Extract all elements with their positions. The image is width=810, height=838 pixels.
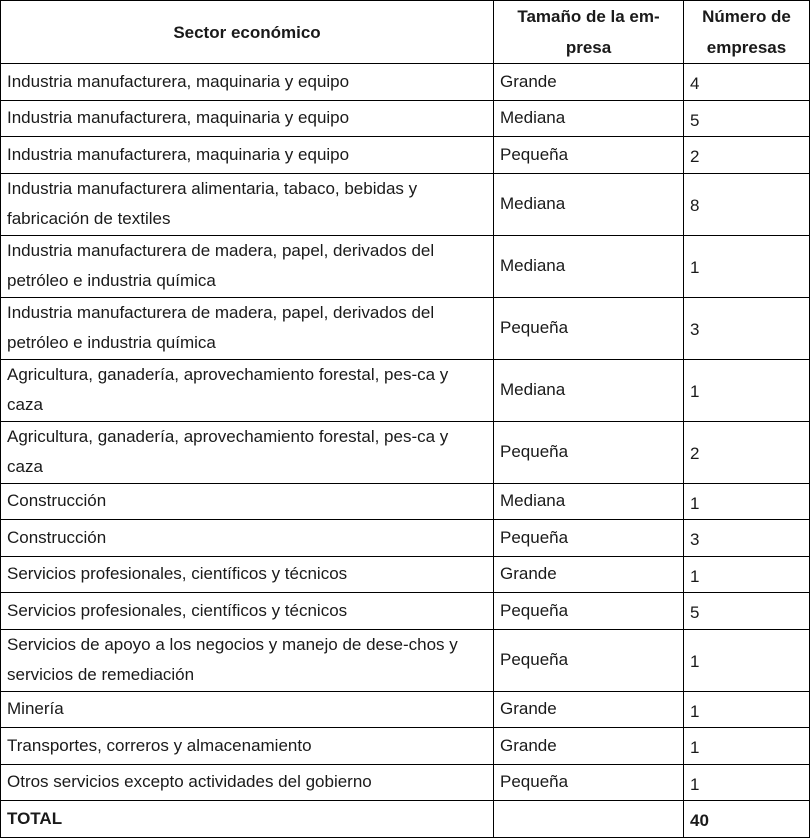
sector-cell: Servicios profesionales, científicos y técnicos <box>1 556 494 593</box>
sector-cell: Industria manufacturera alimentaria, tabaco, bebidas y fabricación de textiles <box>1 173 494 235</box>
table-row <box>1 691 810 728</box>
size-cell: Pequeña <box>494 629 684 691</box>
count-cell: 1 <box>684 359 810 421</box>
count-cell: 3 <box>684 520 810 557</box>
size-cell: Grande <box>494 728 684 765</box>
table-row <box>1 629 810 691</box>
table-row <box>1 137 810 174</box>
header-row <box>1 1 810 64</box>
table-row <box>1 728 810 765</box>
size-cell: Mediana <box>494 235 684 297</box>
size-cell: Pequeña <box>494 593 684 630</box>
sector-cell: Servicios de apoyo a los negocios y manejo de dese-chos y servicios de remediación <box>1 629 494 691</box>
sector-cell: Transportes, correros y almacenamiento <box>1 728 494 765</box>
size-cell: Grande <box>494 556 684 593</box>
sector-cell: Minería <box>1 691 494 728</box>
size-cell: Mediana <box>494 173 684 235</box>
count-cell: 1 <box>684 483 810 520</box>
total-empty-cell <box>494 801 684 838</box>
size-cell: Pequeña <box>494 764 684 801</box>
sector-cell: Industria manufacturera, maquinaria y equipo <box>1 137 494 174</box>
header-size: Tamaño de la em-presa <box>494 1 684 64</box>
count-cell: 5 <box>684 100 810 137</box>
count-cell: 2 <box>684 137 810 174</box>
table-row <box>1 593 810 630</box>
table-row <box>1 235 810 297</box>
count-cell: 8 <box>684 173 810 235</box>
count-cell: 5 <box>684 593 810 630</box>
count-cell: 2 <box>684 421 810 483</box>
table-row <box>1 520 810 557</box>
sector-cell: Agricultura, ganadería, aprovechamiento forestal, pes-ca y caza <box>1 359 494 421</box>
count-cell: 1 <box>684 728 810 765</box>
table-row <box>1 64 810 101</box>
count-cell: 1 <box>684 556 810 593</box>
sector-cell: Servicios profesionales, científicos y técnicos <box>1 593 494 630</box>
table-row <box>1 297 810 359</box>
total-label: TOTAL <box>1 801 494 838</box>
count-cell: 1 <box>684 764 810 801</box>
count-cell: 3 <box>684 297 810 359</box>
size-cell: Grande <box>494 64 684 101</box>
table-row <box>1 556 810 593</box>
size-cell: Pequeña <box>494 520 684 557</box>
size-cell: Mediana <box>494 100 684 137</box>
size-cell: Pequeña <box>494 421 684 483</box>
table-row <box>1 483 810 520</box>
total-count: 40 <box>684 801 810 838</box>
total-row <box>1 801 810 838</box>
table-row <box>1 173 810 235</box>
header-count: Número de empresas <box>684 1 810 64</box>
size-cell: Pequeña <box>494 137 684 174</box>
sector-cell: Industria manufacturera, maquinaria y equipo <box>1 100 494 137</box>
sector-cell: Otros servicios excepto actividades del gobierno <box>1 764 494 801</box>
sector-cell: Industria manufacturera de madera, papel, derivados del petróleo e industria química <box>1 297 494 359</box>
size-cell: Mediana <box>494 359 684 421</box>
size-cell: Grande <box>494 691 684 728</box>
size-cell: Pequeña <box>494 297 684 359</box>
count-cell: 1 <box>684 629 810 691</box>
sector-cell: Agricultura, ganadería, aprovechamiento forestal, pes-ca y caza <box>1 421 494 483</box>
count-cell: 1 <box>684 235 810 297</box>
sector-cell: Industria manufacturera de madera, papel, derivados del petróleo e industria química <box>1 235 494 297</box>
table-row <box>1 421 810 483</box>
table-row <box>1 100 810 137</box>
size-cell: Mediana <box>494 483 684 520</box>
count-cell: 4 <box>684 64 810 101</box>
sector-cell: Industria manufacturera, maquinaria y equipo <box>1 64 494 101</box>
sector-cell: Construcción <box>1 483 494 520</box>
header-sector: Sector económico <box>1 1 494 64</box>
count-cell: 1 <box>684 691 810 728</box>
table-row <box>1 764 810 801</box>
sector-cell: Construcción <box>1 520 494 557</box>
table-row <box>1 359 810 421</box>
